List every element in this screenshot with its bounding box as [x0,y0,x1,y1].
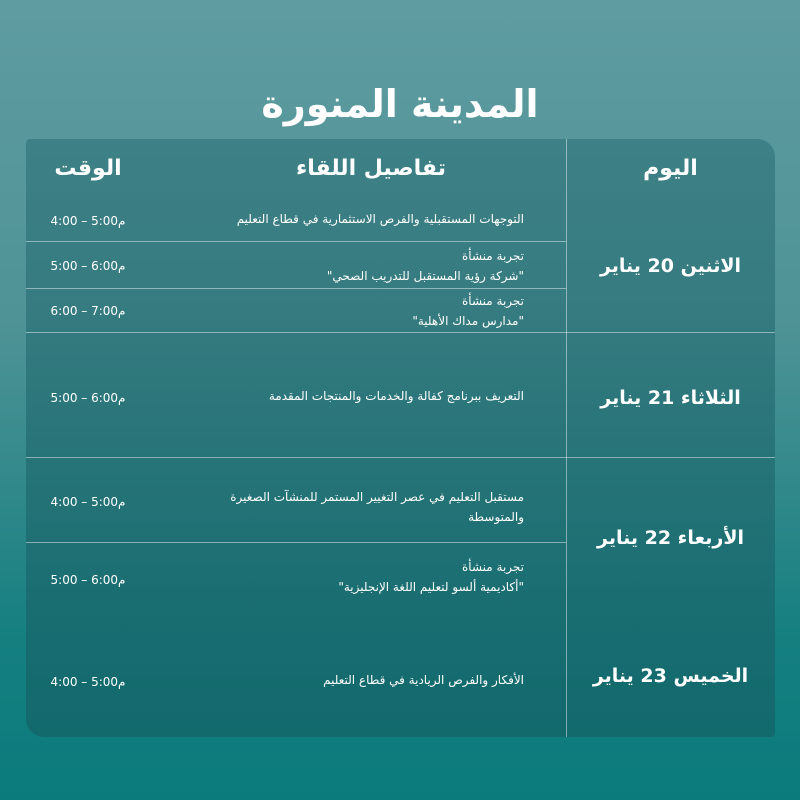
session-time: 6:00 – 7:00م [50,304,126,318]
day-label-wednesday: الأربعاء 22 يناير [597,527,744,549]
page-title: المدينة المنورة [261,82,539,126]
session-details [206,209,524,229]
day-label-tuesday: الثلاثاء 21 يناير [600,387,741,409]
session-line: تجربة منشأة [462,294,524,308]
session-time: 5:00 – 6:00م [50,391,126,405]
session-line: والمتوسطة [468,510,524,524]
row-divider [26,288,566,289]
session-time: 4:00 – 5:00م [50,675,126,689]
session-time: 5:00 – 6:00م [50,259,126,273]
day-divider [26,457,775,458]
row-divider [26,241,566,242]
session-line: تجربة منشأة [462,249,524,263]
header-day: اليوم [643,156,698,181]
session-details [206,246,524,286]
day-column-divider [566,139,567,737]
session-details [206,291,524,331]
day-label-monday: الاثنين 20 يناير [599,255,742,277]
day-divider [26,332,775,333]
session-details [206,557,524,597]
session-time: 5:00 – 6:00م [50,573,126,587]
session-time: 4:00 – 5:00م [50,495,126,509]
session-line: "أكاديمية ألسو لتعليم اللغة الإنجليزية" [338,580,524,594]
row-divider [26,542,566,543]
session-line: التوجهات المستقبلية والفرص الاستثمارية في قطاع التعليم [236,212,524,226]
header-time: الوقت [54,156,122,181]
session-details [206,487,524,527]
session-details [206,670,524,690]
session-details [206,386,524,406]
session-time: 4:00 – 5:00م [50,214,126,228]
session-line: التعريف ببرنامج كفالة والخدمات والمنتجات المقدمة [268,389,524,403]
header-details: تفاصيل اللقاء [295,156,446,181]
session-line: "مدارس مداك الأهلية" [412,314,524,328]
session-line: "شركة رؤية المستقبل للتدريب الصحي" [326,269,524,283]
session-line: مستقبل التعليم في عصر التغيير المستمر للمنشآت الصغيرة [230,490,524,504]
day-label-thursday: الخميس 23 يناير [592,665,749,687]
schedule-table [26,139,775,737]
session-line: تجربة منشأة [462,560,524,574]
session-line: الأفكار والفرص الريادية في قطاع التعليم [323,673,524,687]
